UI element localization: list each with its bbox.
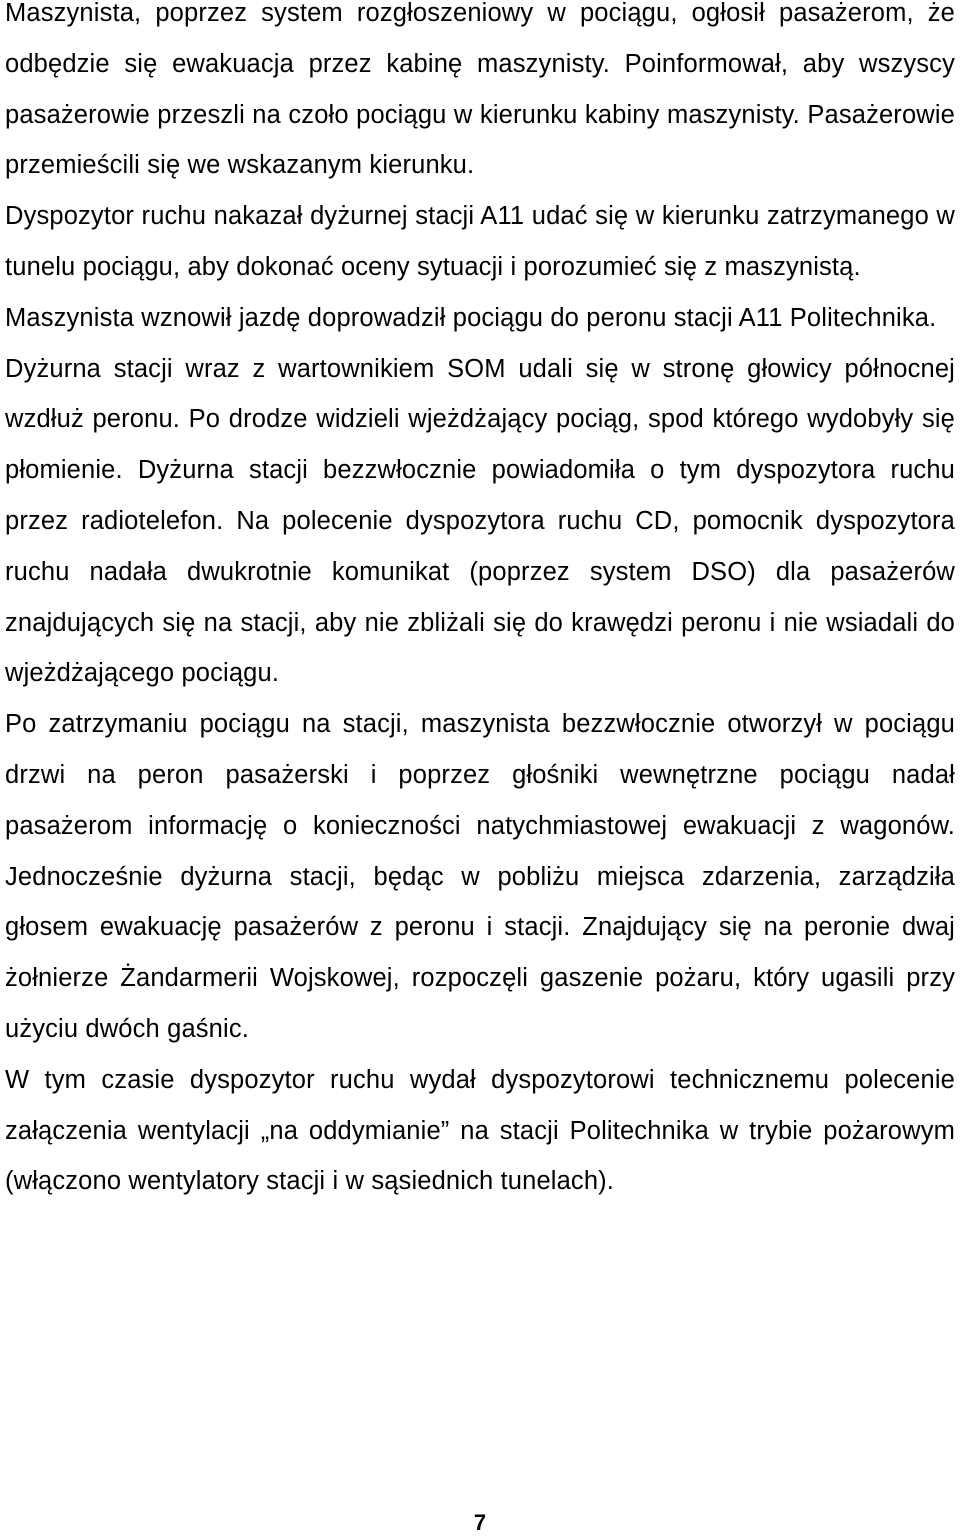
paragraph-ventilation: W tym czasie dyspozytor ruchu wydał dyspozytorowi technicznemu polecenie załączenia wentylacji „na oddymianie” na stacji Politechnika w trybie pożarowym (włączono wentylatory stacji i w sąsiednich tunelach). xyxy=(5,1065,955,1196)
document-page xyxy=(5,0,955,1207)
paragraph-station-duty-officer: Dyżurna stacji wraz z wartownikiem SOM udali się w stronę głowicy północnej wzdłuż peronu. Po drodze widzieli wjeżdżający pociąg, spod którego wydobyły się płomienie. Dyżurna stacji bezzwłocznie powiadomiła o tym dyspozytora ruchu przez radiotelefon. Na polecenie dyspozytora ruchu CD, pomocnik dyspozytora ruchu nadała dwukrotnie komunikat (poprzez system DSO) dla pasażerów znajdujących się na stacji, aby nie zbliżali się do krawędzi peronu i nie wsiadali do wjeżdżającego pociągu. xyxy=(5,354,955,688)
page-number: 7 xyxy=(473,1510,487,1535)
paragraph-platform-evacuation: Po zatrzymaniu pociągu na stacji, maszynista bezzwłocznie otworzył w pociągu drzwi na peron pasażerski i poprzez głośniki wewnętrzne pociągu nadał pasażerom informację o konieczności natychmiastowej ewakuacji z wagonów. Jednocześnie dyżurna stacji, będąc w pobliżu miejsca zdarzenia, zarządziła głosem ewakuację pasażerów z peronu i stacji. Znajdujący się na peronie dwaj żołnierze Żandarmerii Wojskowej, rozpoczęli gaszenie pożaru, który ugasili przy użyciu dwóch gaśnic. xyxy=(5,710,955,1043)
paragraph-evacuation-announcement: Maszynista, poprzez system rozgłoszeniowy w pociągu, ogłosił pasażerom, że odbędzie się ewakuacja przez kabinę maszynisty. Poinformował, aby wszyscy pasażerowie przeszli na czoło pociągu w kierunku kabiny maszynisty. Pasażerowie przemieścili się we wskazanym kierunku. xyxy=(5,0,955,180)
paragraph-train-resumed: Maszynista wznowił jazdę doprowadził pociągu do peronu stacji A11 Politechnika. xyxy=(5,303,937,332)
paragraph-dispatcher-order: Dyspozytor ruchu nakazał dyżurnej stacji A11 udać się w kierunku zatrzymanego w tunelu pociągu, aby dokonać oceny sytuacji i porozumieć się z maszynistą. xyxy=(5,202,955,281)
